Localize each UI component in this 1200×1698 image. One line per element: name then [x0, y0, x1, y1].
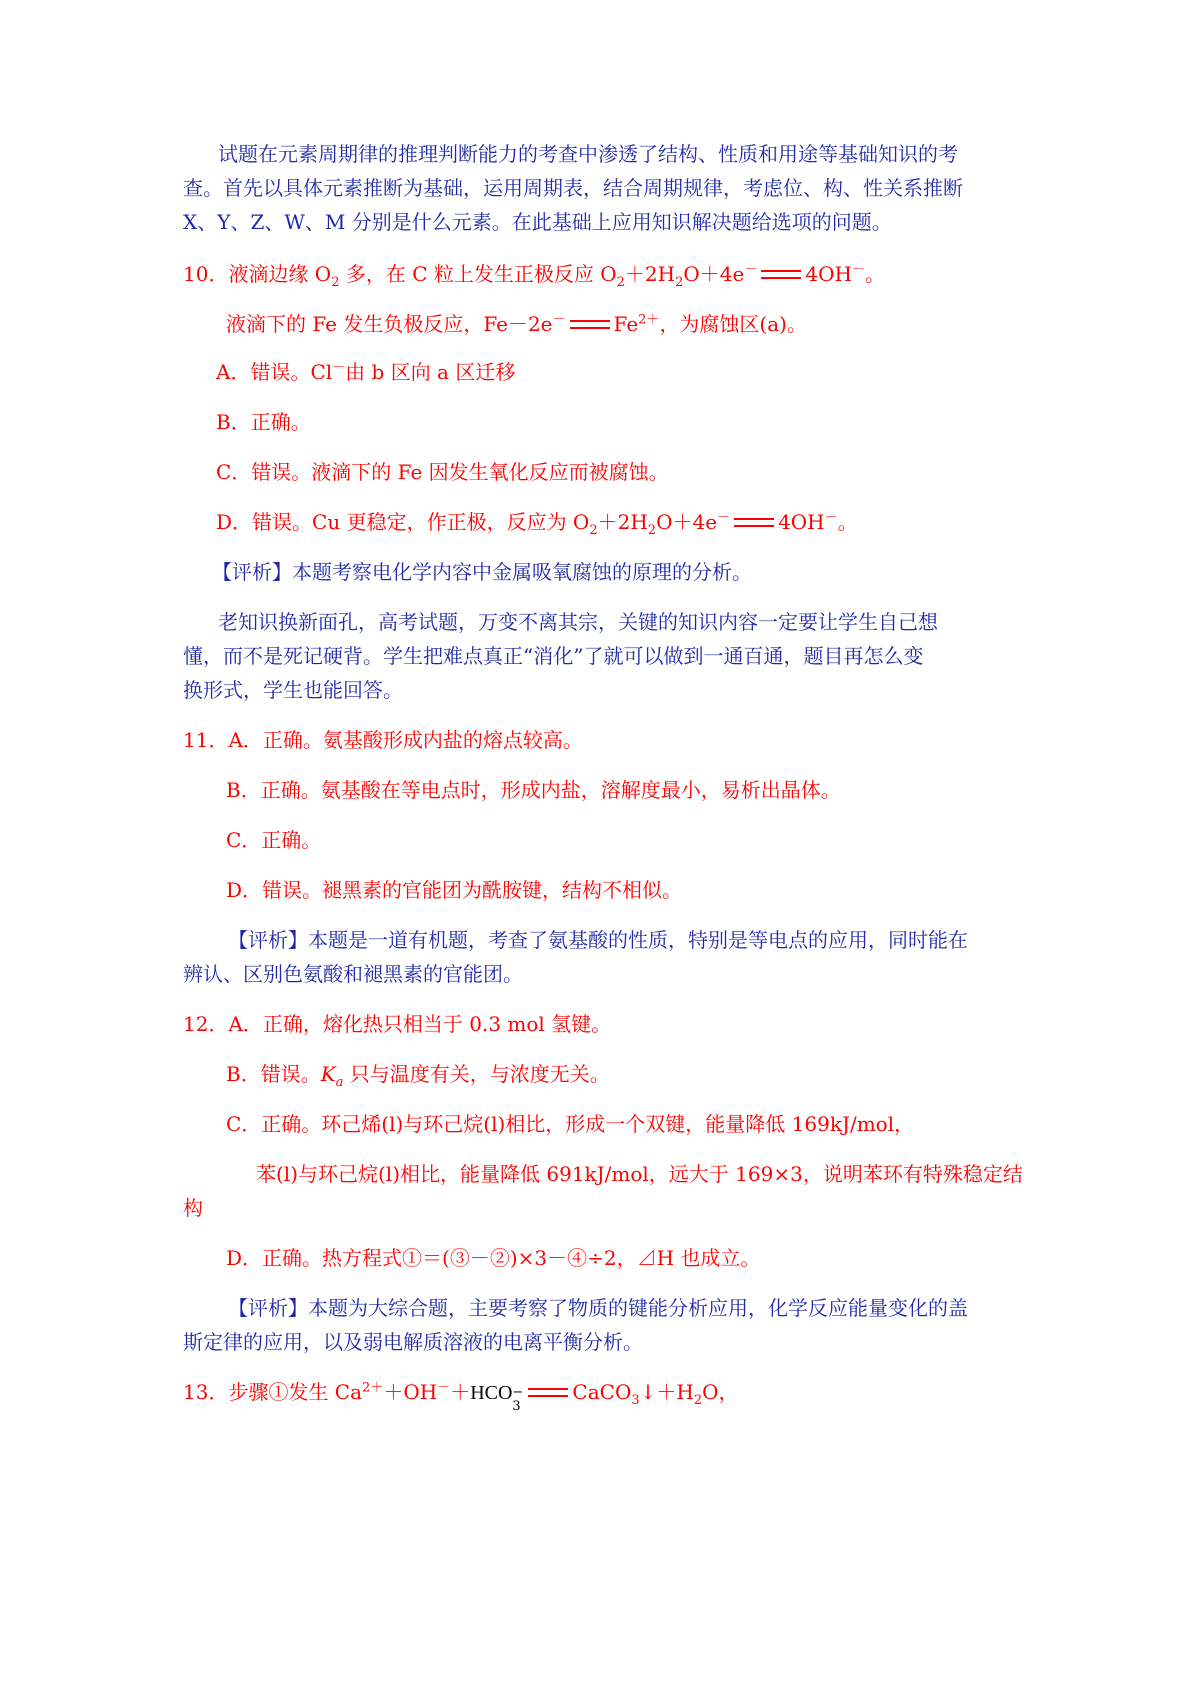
q11-option-a: 11．A．正确。氨基酸形成内盐的熔点较高。 — [183, 728, 583, 752]
q12-option-d: D．正确。热方程式①＝(③－②)×3－④÷2，⊿H 也成立。 — [226, 1246, 761, 1270]
q10-number: 10． — [183, 262, 229, 286]
q11-review-line-2: 辨认、区别色氨酸和褪黑素的官能团。 — [183, 962, 523, 986]
q11-option-c: C．正确。 — [226, 828, 322, 852]
q10-comment-line-3: 换形式，学生也能回答。 — [183, 678, 403, 702]
equals-sign-icon — [570, 320, 610, 329]
q10-option-c: C．错误。液滴下的 Fe 因发生氧化反应而被腐蚀。 — [216, 460, 669, 484]
q10-review: 【评析】本题考察电化学内容中金属吸氧腐蚀的原理的分析。 — [212, 560, 752, 584]
q10-line-2: 液滴下的 Fe 发生负极反应，Fe－2e－ $Fe^{2+}$，为腐蚀区(a)。 — [226, 312, 807, 336]
q10-option-d: D．错误。Cu 更稳定，作正极，反应为 $O_2+2H_2O+4e^-$ 4OH－。 — [216, 510, 858, 538]
q12-option-c-line-1: C．正确。环己烯(l)与环己烷(l)相比，形成一个双键，能量降低 169kJ/mol， — [226, 1112, 915, 1136]
equals-sign-icon — [528, 1388, 568, 1397]
q11-option-d: D．错误。褪黑素的官能团为酰胺键，结构不相似。 — [226, 878, 683, 902]
q12-option-c-line-2: 苯(l)与环己烷(l)相比，能量降低 691kJ/mol，远大于 169×3，说明苯环有特殊稳定结 — [256, 1162, 1023, 1186]
q12-review-line-2: 斯定律的应用，以及弱电解质溶液的电离平衡分析。 — [183, 1330, 643, 1354]
intro-line-1: 试题在元素周期律的推理判断能力的考查中渗透了结构、性质和用途等基础知识的考 — [218, 142, 958, 166]
q12-option-c-line-3: 构 — [183, 1196, 203, 1220]
intro-line-2: 查。首先以具体元素推断为基础，运用周期表，结合周期规律，考虑位、构、性关系推断 — [183, 176, 963, 200]
q12-option-a: 12．A．正确，熔化热只相当于 0.3 mol 氢键。 — [183, 1012, 612, 1036]
q12-option-b: B．错误。$K_a$ 只与温度有关，与浓度无关。 — [226, 1062, 610, 1090]
q10-comment-line-2: 懂，而不是死记硬背。学生把难点真正“消化”了就可以做到一通百通，题目再怎么变 — [183, 644, 924, 668]
bicarbonate-formula: HCO — [470, 1382, 513, 1404]
intro-line-3: X、Y、Z、W、M 分别是什么元素。在此基础上应用知识解决题给选项的问题。 — [183, 210, 892, 234]
bicarbonate-charge-stack: − 3 — [512, 1385, 524, 1414]
equals-sign-icon — [761, 270, 801, 279]
q10-option-a: A．错误。Cl－由 b 区向 a 区迁移 — [216, 360, 516, 384]
q10-option-b: B．正确。 — [216, 410, 311, 434]
q13-line-1: 13．步骤①发生 $Ca^{2+}+OH^-+HCO$ − 3 $CaCO_3↓+H_2O$， — [183, 1380, 739, 1414]
q12-review-line-1: 【评析】本题为大综合题，主要考察了物质的键能分析应用，化学反应能量变化的盖 — [228, 1296, 968, 1320]
q10-comment-line-1: 老知识换新面孔，高考试题，万变不离其宗，关键的知识内容一定要让学生自己想 — [218, 610, 938, 634]
equals-sign-icon — [734, 518, 774, 527]
q11-option-b: B．正确。氨基酸在等电点时，形成内盐，溶解度最小，易析出晶体。 — [226, 778, 841, 802]
q11-review-line-1: 【评析】本题是一道有机题，考查了氨基酸的性质，特别是等电点的应用，同时能在 — [228, 928, 968, 952]
q10-line-1: 10．液滴边缘 $O_2$ 多，在 C 粒上发生正极反应 $O_2+2H_2O+4e^-$ 4OH－。 — [183, 262, 885, 290]
